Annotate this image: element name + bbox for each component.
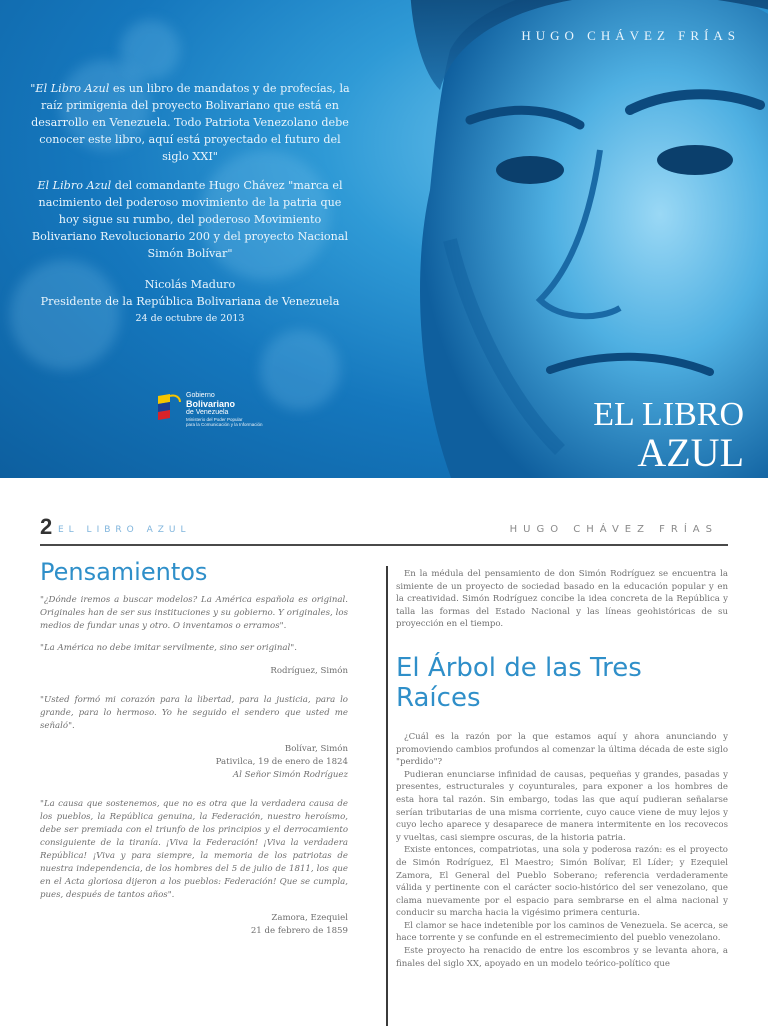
- body-paragraph: Este proyecto ha renacido de entre los escombros y se levanta ahora, a finales del siglo XX, apoyado en un modelo teórico-político que: [396, 946, 728, 969]
- book-name: El Libro Azul: [35, 82, 110, 95]
- logo-line: Bolivariano: [186, 399, 236, 409]
- venezuela-flag-icon: [156, 392, 182, 420]
- right-column: [396, 568, 728, 970]
- body-paragraph: Pudieran enunciarse infinidad de causas, pequeñas y grandes, pasadas y presentes, estructurales y coyunturales, para exponer a los hombres de esta hora tal razón. Sin embargo, todas las que aquí pudieran señalarse serían tributarias de una misma corriente, cuyo cauce viene de muy lejos y cuyo lecho aparece y desaparece de manera intermitente en los recovecos y vueltas, casi siempre oscuras, de la historia patria.: [396, 769, 728, 843]
- column-divider: [386, 566, 388, 1026]
- page-number: 2: [40, 514, 53, 539]
- book-cover: [0, 0, 768, 478]
- cover-author: HUGO CHÁVEZ FRÍAS: [521, 28, 740, 43]
- body-paragraph: ¿Cuál es la razón por la que estamos aquí y ahora anunciando y promoviendo cambios profundos al comenzar la última década de este siglo "perdido"?: [396, 731, 728, 768]
- bokeh-light: [120, 20, 180, 80]
- quote-text: del comandante Hugo Chávez "marca el nacimiento del poderoso movimiento de la patria que hoy sigue su rumbo, del poderoso Movimiento Bolivariano Revolucionario 200 y del proyecto Nacional Simón Bolívar": [31, 179, 349, 260]
- quote: "La América no debe imitar servilmente, sino ser original".: [40, 643, 297, 653]
- body-paragraph: El clamor se hace indetenible por los caminos de Venezuela. Se acerca, se hace torrente y se confunde en el estremecimiento del pueblo venezolano.: [396, 920, 728, 944]
- logo-ministry: para la Comunicación y la Información: [186, 422, 263, 427]
- government-logo: [156, 392, 263, 427]
- book-name: El Libro Azul: [37, 179, 112, 192]
- book-page: [0, 478, 768, 1024]
- cover-quote-block: [30, 80, 350, 327]
- logo-ministry: Ministerio del Poder Popular: [186, 417, 243, 422]
- quote-date: 24 de octubre de 2013: [135, 313, 245, 324]
- quote-attribution: Rodríguez, Simón: [270, 666, 348, 676]
- body-paragraph: Existe entonces, compatriotas, una sola y poderosa razón: es el proyecto de Simón Rodríguez, El Maestro; Simón Bolívar, El Líder; y Ezequiel Zamora, El General del Pueblo Soberano; referencia verdaderamente válida y pertinente con el carácter socio-histórico del ser venezolano, que clama nuevamente por el espacio para sembrarse en el alma nacional y conducir su marcha hacia la vigésimo primera centuria.: [396, 845, 728, 919]
- cover-title-line: EL LIBRO: [593, 396, 744, 433]
- logo-line: Gobierno: [186, 392, 215, 399]
- quote: "¿Dónde iremos a buscar modelos? La América española es original. Originales han de ser sus instituciones y su gobierno. Y originales, los medios de fundar unas y otro. O inventamos o erramos".: [40, 595, 348, 631]
- cover-title-line: AZUL: [637, 430, 744, 475]
- running-book-title: EL LIBRO AZUL: [58, 525, 191, 535]
- logo-line: de Venezuela: [186, 409, 229, 416]
- chapter-title: El Árbol de las Tres Raíces: [396, 652, 642, 713]
- quote-paragraph: [30, 177, 350, 262]
- quote-attribution: Zamora, Ezequiel: [271, 913, 348, 923]
- quote-text: es un libro de mandatos y de profecías, la raíz primigenia del proyecto Bolivariano que está en desarrollo en Venezuela. Todo Patriota Venezolano debe conocer este libro, aquí está proyectado el futuro del siglo XXI": [31, 82, 350, 163]
- quote-attribution: 21 de febrero de 1859: [250, 926, 348, 936]
- quote: "Usted formó mi corazón para la libertad, para la justicia, para lo grande, para lo hermoso. Yo he seguido el sendero que usted me señaló".: [40, 695, 348, 731]
- quote-attribution: Bolívar, Simón: [284, 744, 348, 754]
- quote-attribution: Pativilca, 19 de enero de 1824: [215, 757, 348, 767]
- left-column: [40, 558, 348, 938]
- running-author: HUGO CHÁVEZ FRÍAS: [509, 524, 718, 535]
- government-logo-text: [186, 392, 263, 427]
- signer-name: Nicolás Maduro: [144, 278, 236, 291]
- quote: "La causa que sostenemos, que no es otra que la verdadera causa de los pueblos, la República genuina, la Federación, nuestro heroísmo, debe ser premiada con el triunfo de los principios y el derrocamiento consiguiente de la tiranía. ¡Viva la Federación! ¡Viva la verdadera República! ¡Viva y para siempre, la memoria de los patriotas de nuestra independencia, de los hombres del 5 de julio de 1811, los que en el Acta gloriosa dijeron a los pueblos: Federación! Que se cumpla, pues, después de tantos años".: [40, 799, 348, 900]
- page-header: [40, 514, 728, 546]
- quote-attribution: Al Señor Simón Rodríguez: [232, 770, 348, 780]
- body-paragraph: En la médula del pensamiento de don Simón Rodríguez se encuentra la simiente de un proyecto de sociedad basado en la educación popular y en la creatividad. Simón Rodríguez concibe la idea concreta de la República y talla las formas del Estado Nacional y las líneas geohistóricas de su proyección en el tiempo.: [396, 569, 728, 630]
- quote-paragraph: "El Libro Azul es un libro de mandatos y de profecías, la raíz primigenia del proyecto Bolivariano que está en desarrollo en Venezuela. Todo Patriota Venezolano debe conocer este libro, aquí está proyectado el futuro del siglo XXI": [30, 82, 350, 163]
- section-title: Pensamientos: [40, 558, 208, 586]
- cover-title: [593, 396, 744, 475]
- signer-role: Presidente de la República Bolivariana de Venezuela: [40, 295, 340, 308]
